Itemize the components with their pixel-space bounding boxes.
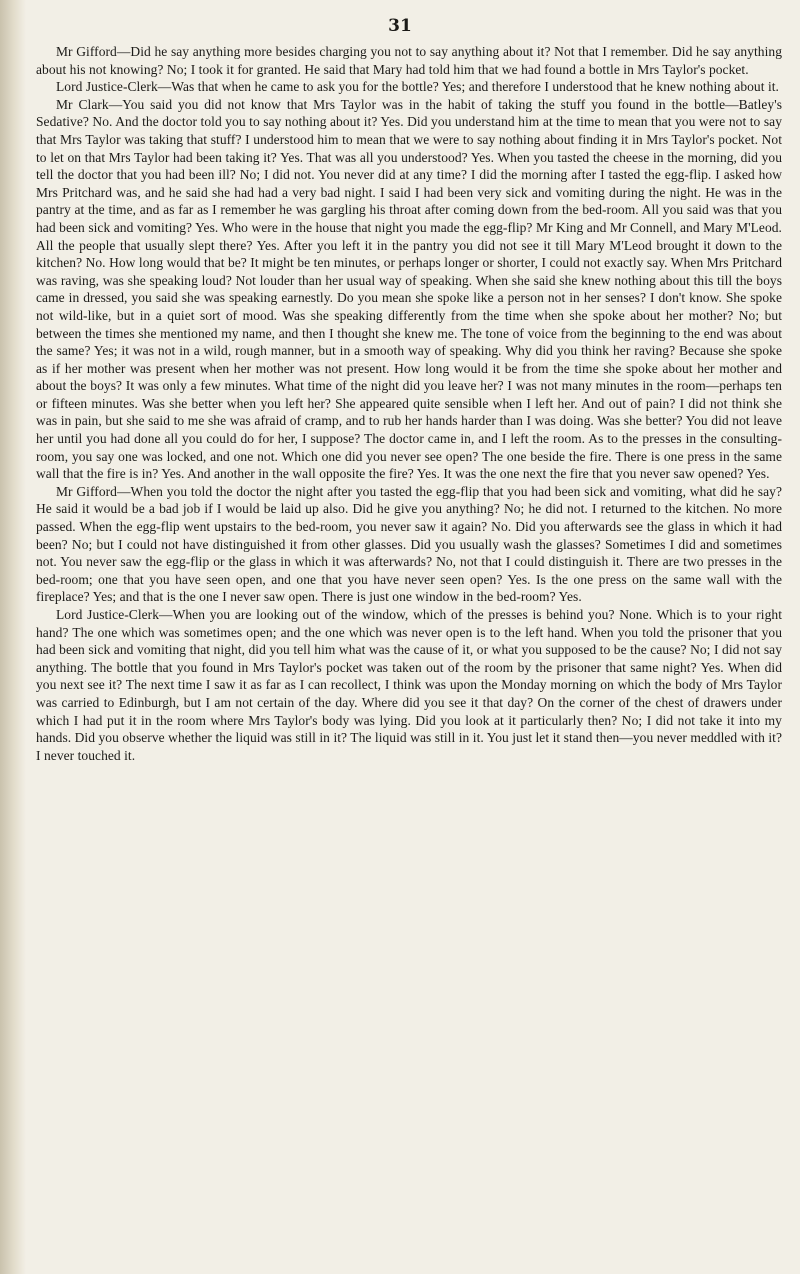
body-text [36,43,782,764]
paragraph: Mr Gifford—Did he say anything more besides charging you not to say anything about it? Not that I remember. Did he say anything about his not knowing? No; I took it for granted. He said that Mary had told him that we had found a bottle in Mrs Taylor's pocket. [36,44,782,77]
page-number: 31 [388,16,412,36]
binding-shadow [0,0,26,1274]
paragraph: Lord Justice-Clerk—Was that when he came to ask you for the bottle? Yes; and therefore I understood that he knew nothing about it. [56,79,779,95]
paragraph: Lord Justice-Clerk—When you are looking out of the window, which of the presses is behind you? None. Which is to your right hand? The one which was sometimes open; and the one which was never open is to the left hand. When you told the prisoner that you had been sick and vomiting that night, did you tell him what was the cause of it, or what you supposed to be the cause? No; I did not say anything. The bottle that you found in Mrs Taylor's pocket was taken out of the room by the prisoner that same night? Yes. When did you next see it? The next time I saw it as far as I can recollect, I think was upon the Monday morning on which the body of Mrs Taylor was carried to Edinburgh, but I am not certain of the day. Where did you see it that day? On the corner of the chest of drawers under which I had put it in the room where Mrs Taylor's body was lying. Did you look at it particularly then? No; I did not take it into my hands. Did you observe whether the liquid was still in it? The liquid was still in it. You just let it stand then—you never meddled with it? I never touched it. [36,607,782,763]
paragraph: Mr Gifford—When you told the doctor the night after you tasted the egg-flip that you had been sick and vomiting, what did he say? He said it would be a bad job if I would be laid up also. Did he give you anything? No; he did not. I returned to the kitchen. No more passed. When the egg-flip went upstairs to the bed-room, you never saw it again? No. Did you afterwards see the glass in which it had been? No; but I could not have distinguished it from other glasses. Did you usually wash the glasses? Sometimes I did and sometimes not. You never saw the egg-flip or the glass in which it was afterwards? No, not that I could distinguish it. There are two presses in the bed-room; one that you have seen open, and one that you have never seen open? Yes. Is the one press on the same wall with the fireplace? Yes; and that is the one I never saw open. There is just one window in the bed-room? Yes. [36,483,782,605]
paragraph: Mr Clark—You said you did not know that Mrs Taylor was in the habit of taking the stuff you found in the bottle—Batley's Sedative? No. And the doctor told you to say nothing about it? Yes. Did you understand him at the time to mean that you were not to say that Mrs Taylor was taking that stuff? I understood him to mean that we were to say nothing about finding it in Mrs Taylor's pocket. Not to let on that Mrs Taylor had been taking it? Yes. That was all you understood? Yes. When you tasted the cheese in the morning, did you tell the doctor that you had been ill? No; I did not. You never did at any time? I did the morning after I tasted the egg-flip. I asked how Mrs Pritchard was, and he said she had had a very bad night. I said I had been very sick and vomiting during the night. He was in the pantry at the time, and as far as I remember he was gargling his throat after coming down from the bed-room. All you said was that you had been sick and vomiting? Yes. Who were in the house that night you made the egg-flip? Mr King and Mr Connell, and Mary M'Leod. All the people that usually slept there? Yes. After you left it in the pantry you did not see it till Mary M'Leod brought it down to the kitchen? No. How long would that be? It might be ten minutes, or perhaps longer or shorter, I could not exactly say. When Mrs Pritchard was raving, was she speaking loud? Not louder than her usual way of speaking. When she said she knew nothing about this till the boys came in dressed, you said she was speaking earnestly. Do you mean she spoke like a person not in her senses? I don't know. She spoke not wild-like, but in a quiet sort of mood. Was she speaking differently from the time when she spoke about her mother? No; but between the times she mentioned my name, and then I thought she knew me. The tone of voice from the beginning to the end was about the same? Yes; it was not in a wild, rough manner, but in a smooth way of speaking. Why did you think her raving? Because she spoke as if her mother was present when her mother was not present. How long would it be from the time she spoke about her mother and about the boys? It was only a few minutes. What time of the night did you leave her? I was not many minutes in the room—perhaps ten or fifteen minutes. Was she better when you left her? She appeared quite sensible when I left her. And out of pain? I did not think she was in pain, but she said to me she was afraid of cramp, and to rub her hands harder than I was doing. Was she better? You did not leave her until you had done all you could do for her, I suppose? The doctor came in, and I left the room. As to the presses in the consulting-room, you say one was locked, and one not. Which one did you never see open? The one beside the fire. There is one press in the same wall that the fire is in? Yes. And another in the wall opposite the fire? Yes. It was the one next the fire that you never saw opened? Yes. [36,96,782,482]
